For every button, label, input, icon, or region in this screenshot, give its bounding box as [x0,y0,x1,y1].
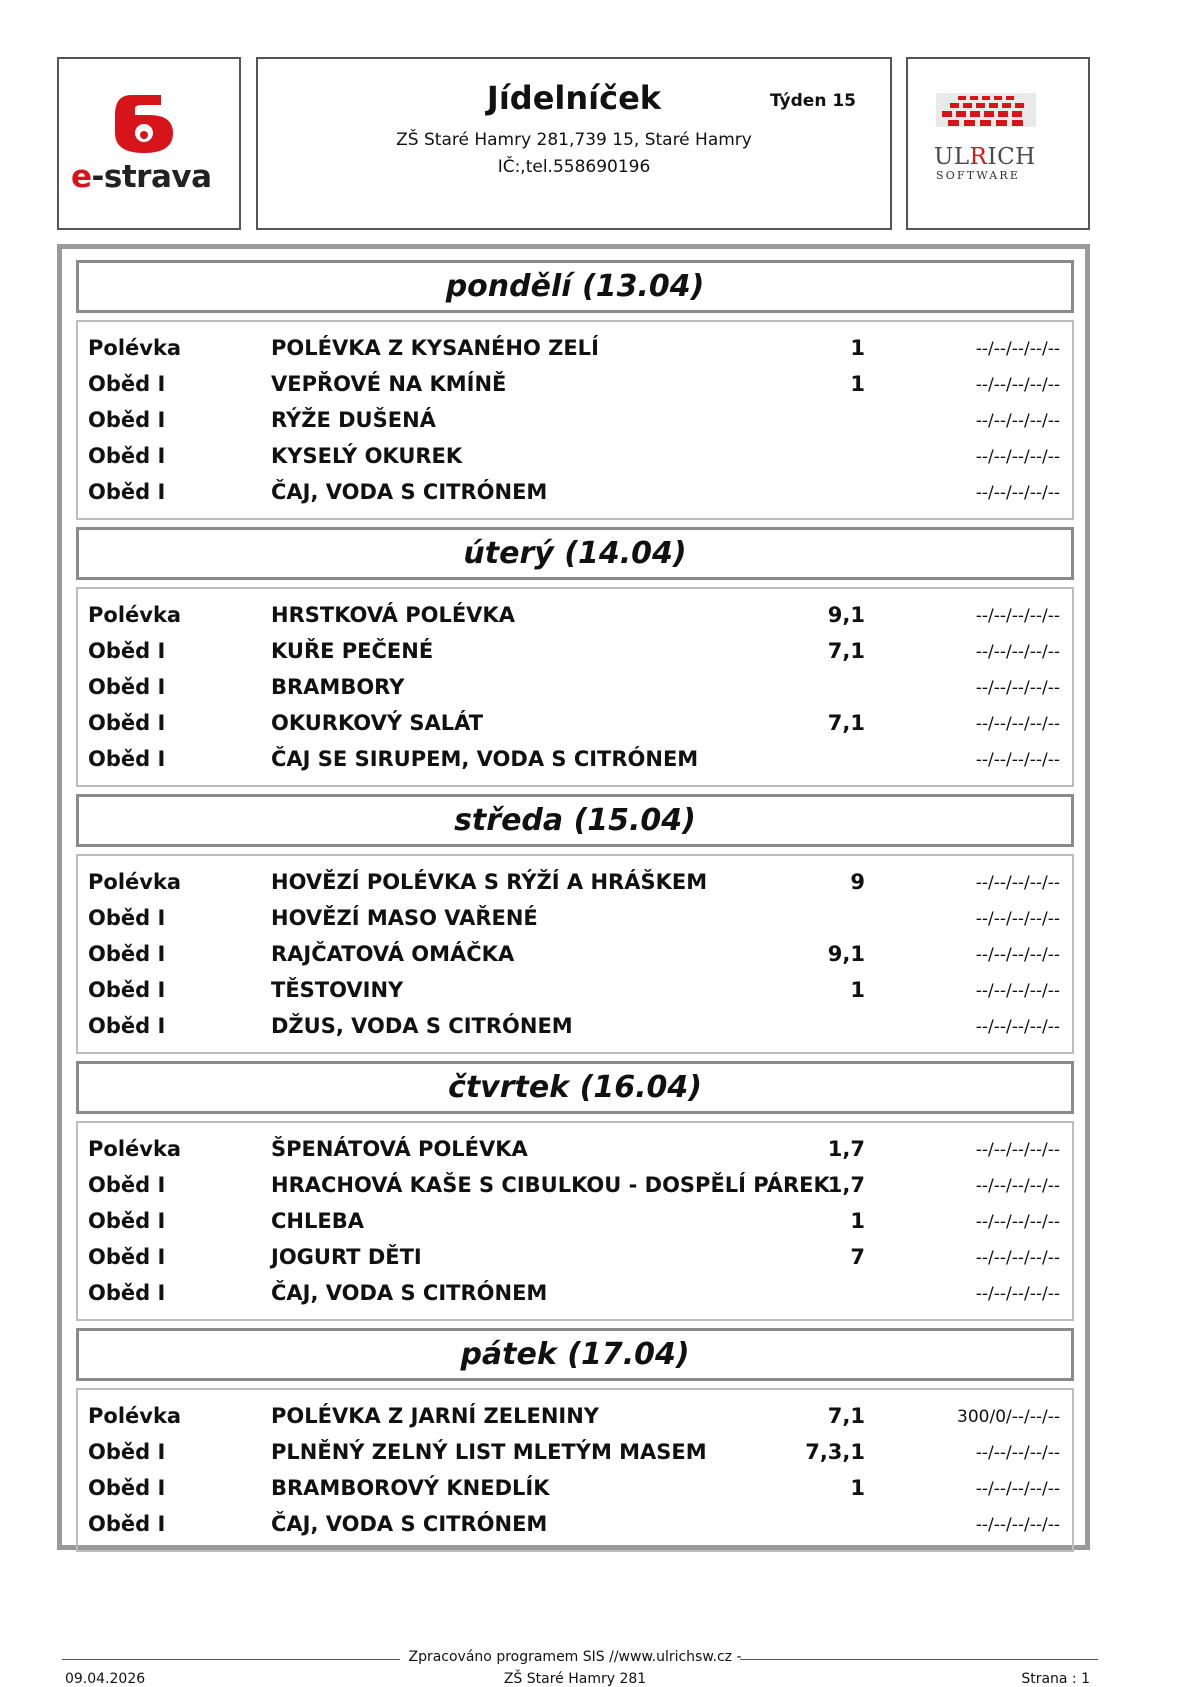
meal-quantity: --/--/--/--/-- [975,1248,1060,1268]
meal-name: HOVĚZÍ POLÉVKA S RÝŽÍ A HRÁŠKEM [271,870,708,894]
meal-row [78,707,1072,743]
meal-type: Oběd I [88,639,166,663]
meal-quantity: --/--/--/--/-- [975,1017,1060,1037]
day-header: pondělí (13.04) [76,260,1074,313]
meal-quantity: --/--/--/--/-- [975,606,1060,626]
meal-row [78,635,1072,671]
meal-type: Polévka [88,870,182,894]
school-contact: IČ:,tel.558690196 [497,157,651,177]
meal-quantity: --/--/--/--/-- [975,411,1060,431]
school-address: ZŠ Staré Hamry 281,739 15, Staré Hamry [396,130,752,150]
meal-list [76,854,1074,1054]
meal-type: Oběd I [88,1014,166,1038]
meal-row [78,866,1072,902]
meal-type: Oběd I [88,1512,166,1536]
meal-type: Oběd I [88,1476,166,1500]
meal-type: Oběd I [88,480,166,504]
meal-row [78,1472,1072,1508]
meal-type: Oběd I [88,408,166,432]
day-header: středa (15.04) [76,794,1074,847]
meal-quantity: --/--/--/--/-- [975,714,1060,734]
meal-allergens: 7,1 [827,1404,865,1428]
meal-name: HOVĚZÍ MASO VAŘENÉ [271,906,538,930]
meal-quantity: --/--/--/--/-- [975,1212,1060,1232]
meal-allergens: 1,7 [827,1173,865,1197]
meal-name: TĚSTOVINY [271,978,404,1002]
meal-quantity: --/--/--/--/-- [975,642,1060,662]
footer-school: ZŠ Staré Hamry 281 [503,1671,647,1687]
meal-type: Polévka [88,336,182,360]
meal-row [78,743,1072,779]
meal-quantity: 300/0/--/--/-- [957,1407,1060,1427]
menu-frame [57,244,1090,1550]
meal-row [78,332,1072,368]
day-header: čtvrtek (16.04) [76,1061,1074,1114]
meal-allergens: 1,7 [827,1137,865,1161]
meal-list [76,587,1074,787]
meal-type: Oběd I [88,675,166,699]
ulrich-logo-subtext: SOFTWARE [936,169,1021,182]
meal-allergens: 7,3,1 [805,1440,865,1464]
meal-quantity: --/--/--/--/-- [975,1515,1060,1535]
estrava-logo-icon [109,89,179,159]
estrava-logo-text: e-strava [71,159,212,195]
meal-type: Oběd I [88,747,166,771]
meal-name: KUŘE PEČENÉ [271,639,434,663]
meal-list [76,1388,1074,1552]
meal-name: DŽUS, VODA S CITRÓNEM [271,1014,573,1038]
meal-allergens: 7,1 [827,639,865,663]
meal-name: ČAJ SE SIRUPEM, VODA S CITRÓNEM [271,747,699,771]
meal-row [78,1277,1072,1313]
meal-row [78,476,1072,512]
meal-name: POLÉVKA Z JARNÍ ZELENINY [271,1404,600,1428]
day-header: pátek (17.04) [76,1328,1074,1381]
meal-row [78,599,1072,635]
meal-type: Oběd I [88,444,166,468]
meal-allergens: 1 [850,978,865,1002]
meal-name: RAJČATOVÁ OMÁČKA [271,942,515,966]
meal-quantity: --/--/--/--/-- [975,1140,1060,1160]
meal-allergens: 1 [850,336,865,360]
meal-list [76,1121,1074,1321]
meal-allergens: 1 [850,1209,865,1233]
meal-name: PLNĚNÝ ZELNÝ LIST MLETÝM MASEM [271,1440,707,1464]
meal-quantity: --/--/--/--/-- [975,483,1060,503]
meal-row [78,1010,1072,1046]
meal-quantity: --/--/--/--/-- [975,1443,1060,1463]
meal-allergens: 7 [850,1245,865,1269]
header-box [256,57,892,230]
meal-quantity: --/--/--/--/-- [975,447,1060,467]
meal-type: Polévka [88,603,182,627]
meal-type: Oběd I [88,1440,166,1464]
meal-name: ŠPENÁTOVÁ POLÉVKA [271,1137,528,1161]
meal-name: ČAJ, VODA S CITRÓNEM [271,1512,548,1536]
meal-row [78,1400,1072,1436]
meal-row [78,368,1072,404]
meal-quantity: --/--/--/--/-- [975,873,1060,893]
meal-allergens: 9,1 [827,603,865,627]
meal-name: BRAMBORY [271,675,405,699]
meal-quantity: --/--/--/--/-- [975,945,1060,965]
day-list [76,260,1074,1559]
meal-type: Polévka [88,1137,182,1161]
meal-name: OKURKOVÝ SALÁT [271,711,484,735]
meal-row [78,1133,1072,1169]
meal-row [78,440,1072,476]
meal-type: Oběd I [88,1245,166,1269]
meal-name: POLÉVKA Z KYSANÉHO ZELÍ [271,336,599,360]
meal-type: Oběd I [88,1209,166,1233]
meal-quantity: --/--/--/--/-- [975,1284,1060,1304]
meal-row [78,1508,1072,1544]
meal-type: Oběd I [88,1173,166,1197]
meal-name: RÝŽE DUŠENÁ [271,408,436,432]
meal-row [78,938,1072,974]
meal-quantity: --/--/--/--/-- [975,678,1060,698]
meal-name: ČAJ, VODA S CITRÓNEM [271,1281,548,1305]
meal-name: CHLEBA [271,1209,364,1233]
meal-row [78,1205,1072,1241]
meal-name: JOGURT DĚTI [271,1245,422,1269]
meal-quantity: --/--/--/--/-- [975,339,1060,359]
meal-quantity: --/--/--/--/-- [975,1176,1060,1196]
meal-allergens: 1 [850,372,865,396]
meal-allergens: 9 [850,870,865,894]
meal-list [76,320,1074,520]
meal-row [78,902,1072,938]
meal-quantity: --/--/--/--/-- [975,1479,1060,1499]
meal-name: HRACHOVÁ KAŠE S CIBULKOU - DOSPĚLÍ PÁREK [271,1173,830,1197]
meal-allergens: 9,1 [827,942,865,966]
meal-quantity: --/--/--/--/-- [975,981,1060,1001]
meal-name: HRSTKOVÁ POLÉVKA [271,603,515,627]
footer-date: 09.04.2026 [65,1671,146,1687]
meal-type: Oběd I [88,906,166,930]
meal-type: Oběd I [88,372,166,396]
ulrich-logo-box [906,57,1090,230]
ulrich-logo-text: ULRICH [934,144,1036,170]
meal-allergens: 1 [850,1476,865,1500]
page-title: Jídelníček [486,79,662,117]
footer-processed-by: Zpracováno programem SIS //www.ulrichsw.cz - [408,1649,742,1665]
meal-name: ČAJ, VODA S CITRÓNEM [271,480,548,504]
estrava-logo-box [57,57,241,230]
meal-type: Oběd I [88,1281,166,1305]
meal-row [78,974,1072,1010]
meal-row [78,404,1072,440]
meal-name: KYSELÝ OKUREK [271,444,463,468]
meal-type: Oběd I [88,711,166,735]
meal-row [78,1241,1072,1277]
meal-row [78,1436,1072,1472]
footer-page-number: Strana : 1 [1021,1671,1090,1687]
week-label: Týden 15 [769,91,856,111]
meal-quantity: --/--/--/--/-- [975,750,1060,770]
ulrich-logo-icon [936,93,1036,127]
meal-row [78,1169,1072,1205]
meal-name: VEPŘOVÉ NA KMÍNĚ [271,372,507,396]
meal-row [78,671,1072,707]
meal-quantity: --/--/--/--/-- [975,909,1060,929]
meal-allergens: 7,1 [827,711,865,735]
meal-type: Oběd I [88,942,166,966]
meal-type: Oběd I [88,978,166,1002]
meal-name: BRAMBOROVÝ KNEDLÍK [271,1476,550,1500]
meal-quantity: --/--/--/--/-- [975,375,1060,395]
day-header: úterý (14.04) [76,527,1074,580]
meal-type: Polévka [88,1404,182,1428]
